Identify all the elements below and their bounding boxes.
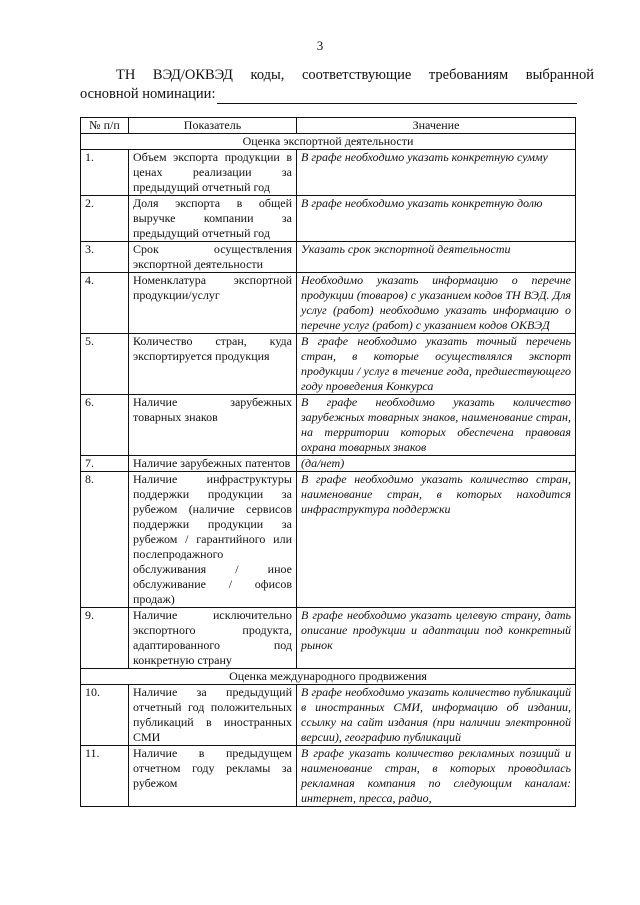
intro-line-1 xyxy=(80,66,594,85)
table-row xyxy=(81,685,576,746)
table-row xyxy=(81,334,576,395)
fill-in-blank-line[interactable] xyxy=(217,88,577,104)
header-value: Значение xyxy=(297,118,576,134)
row-value: Необходимо указать информацию о перечне продукции (товаров) с указанием кодов ТН ВЭД. Для услуг (работ) необходимо указать информацию о перечне услуг (работ) с указанием кодов ОКВЭД xyxy=(297,273,576,334)
row-value: В графе необходимо указать количество зарубежных товарных знаков, наименование стран, на территории которых обеспечена правовая охрана товарных знаков xyxy=(297,395,576,456)
section-title: Оценка международного продвижения xyxy=(81,669,576,685)
row-indicator: Наличие в предыдущем отчетном году рекламы за рубежом xyxy=(129,746,297,807)
table-row xyxy=(81,273,576,334)
row-indicator: Наличие зарубежных товарных знаков xyxy=(129,395,297,456)
row-indicator: Наличие инфраструктуры поддержки продукции за рубежом (наличие сервисов поддержки продукции за рубежом / гарантийного или послепродажного обслуживания / иное обслуживание / офисов продаж) xyxy=(129,472,297,608)
table-row xyxy=(81,746,576,807)
row-value: В графе необходимо указать целевую страну, дать описание продукции и адаптации под конкретный рынок xyxy=(297,608,576,669)
section-row xyxy=(81,134,576,150)
row-value: В графе указать количество рекламных позиций и наименование стран, в которых проводилась рекламная компания по следующим каналам: интернет, пресса, радио, xyxy=(297,746,576,807)
table-row xyxy=(81,395,576,456)
row-value: В графе необходимо указать конкретную долю xyxy=(297,196,576,242)
row-value: В графе необходимо указать конкретную сумму xyxy=(297,150,576,196)
row-number: 11. xyxy=(81,746,129,807)
intro-word: выбранной xyxy=(525,67,594,83)
table-row xyxy=(81,472,576,608)
table-header-row xyxy=(81,118,576,134)
intro-word: ТН xyxy=(116,67,136,83)
table-row xyxy=(81,150,576,196)
row-value: В графе необходимо указать точный перечень стран, в которые осуществлялся экспорт продукции / услуг в течение года, предшествующего году проведения Конкурса xyxy=(297,334,576,395)
row-indicator: Объем экспорта продукции в ценах реализации за предыдущий отчетный год xyxy=(129,150,297,196)
intro-line-2 xyxy=(80,85,594,104)
row-number: 3. xyxy=(81,242,129,273)
intro-word: требованиям xyxy=(428,67,509,83)
row-indicator: Срок осуществления экспортной деятельности xyxy=(129,242,297,273)
row-indicator: Количество стран, куда экспортируется продукция xyxy=(129,334,297,395)
intro-paragraph xyxy=(80,66,594,104)
table-row xyxy=(81,242,576,273)
row-indicator: Наличие за предыдущий отчетный год положительных публикаций в иностранных СМИ xyxy=(129,685,297,746)
table-row xyxy=(81,608,576,669)
table-body xyxy=(81,134,576,807)
intro-word: коды, xyxy=(250,67,285,83)
row-value: (да/нет) xyxy=(297,456,576,472)
row-number: 9. xyxy=(81,608,129,669)
row-value: Указать срок экспортной деятельности xyxy=(297,242,576,273)
row-number: 8. xyxy=(81,472,129,608)
row-value: В графе необходимо указать количество стран, наименование стран, в которых находится инфраструктура поддержки xyxy=(297,472,576,608)
section-title: Оценка экспортной деятельности xyxy=(81,134,576,150)
row-number: 2. xyxy=(81,196,129,242)
row-number: 1. xyxy=(81,150,129,196)
intro-line-2-text: основной номинации: xyxy=(80,86,216,102)
row-value: В графе необходимо указать количество публикаций в иностранных СМИ, информацию об издании, ссылку на сайт издания (при наличии электронной версии), географию публикаций xyxy=(297,685,576,746)
row-number: 6. xyxy=(81,395,129,456)
section-row xyxy=(81,669,576,685)
row-indicator: Доля экспорта в общей выручке компании за предыдущий отчетный год xyxy=(129,196,297,242)
row-indicator: Номенклатура экспортной продукции/услуг xyxy=(129,273,297,334)
criteria-table xyxy=(80,117,576,807)
row-indicator: Наличие исключительно экспортного продукта, адаптированного под конкретную страну xyxy=(129,608,297,669)
header-number: № п/п xyxy=(81,118,129,134)
row-indicator: Наличие зарубежных патентов xyxy=(129,456,297,472)
table-row xyxy=(81,196,576,242)
intro-word: соответствующие xyxy=(301,67,412,83)
row-number: 10. xyxy=(81,685,129,746)
intro-word: ВЭД/ОКВЭД xyxy=(152,67,233,83)
header-indicator: Показатель xyxy=(129,118,297,134)
row-number: 5. xyxy=(81,334,129,395)
row-number: 7. xyxy=(81,456,129,472)
table-row xyxy=(81,456,576,472)
page-number: 3 xyxy=(316,38,324,53)
row-number: 4. xyxy=(81,273,129,334)
